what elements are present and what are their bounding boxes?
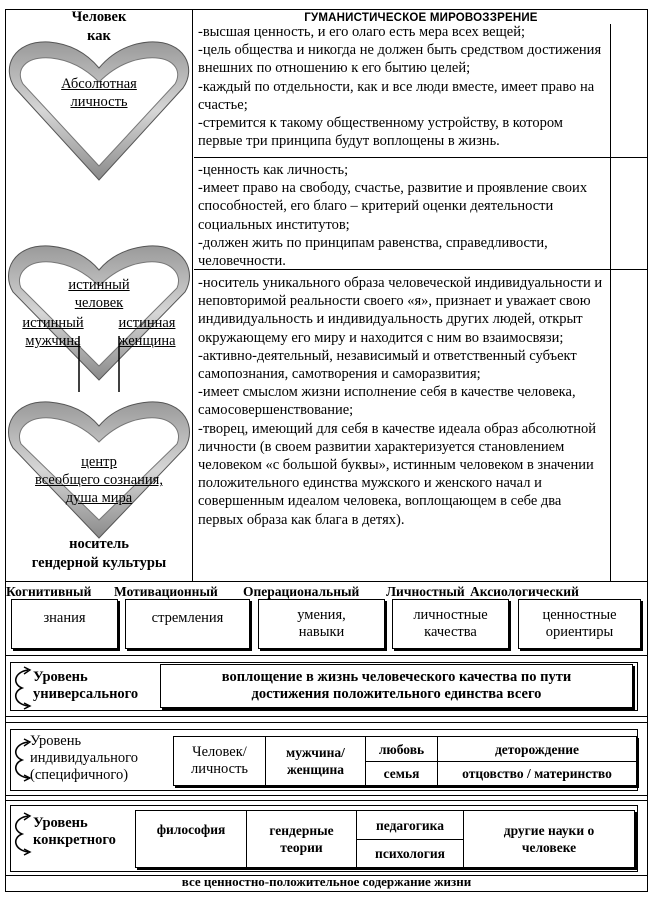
left-title-line2: как [87,28,111,44]
heart3-line3: душа мира [65,490,133,507]
bottom-caption [5,535,193,573]
level-concrete-label: Уровень конкретного [33,815,116,848]
cell-other-sciences: другие науки о человеке [463,810,635,868]
female-line2: женщина [118,333,176,350]
footer-text: все ценностно-положительное содержание жизни [181,874,472,889]
cell-gender-theories: гендерные теории [246,810,357,868]
row-divider-1 [194,157,648,158]
cell-family: семья [365,761,438,786]
principles-paragraph-3: -носитель уникального образа человеческой индивидуальности и неповторимой реальности своего «я», признает и уважает свою индивидуальность и индивидуальность других людей, открыт окружающему его миру и находится с ним во взаимосвязи; -активно-деятельный, независимый и ответственный субъект самопознания, самотворения и саморазвития; -имеет смыслом жизни исполнение себя в качестве человека, самосовершенствование; -творец, имеющий для себя в качестве идеала образ абсолютной личности (в своем развитии характеризуется становлением человеком «с большой буквы», истинным человеком в значении положительного единства мужского и женского начал и совершенным идеалом человека, воплощающем в себе два первых образа как блага в детях). [198,275,603,528]
heart3-line1: центр [81,454,117,470]
cell-parenthood: отцовство / материнство [437,761,637,786]
heart3-caption [5,453,193,508]
principles-paragraph-2: -ценность как личность; -имеет право на свободу, счастье, развитие и проявление своих способностей, его благо – критерий оценки деятельности социальных институтов; -должен жить по принципам равенства, справедливости, человечности. [198,162,588,270]
level-universal-label: Уровень универсального [33,669,139,702]
component-box-skills: умения, навыки [258,599,385,649]
cell-psychology: психология [356,839,464,868]
cell-human-personality: Человек/ личность [173,736,266,786]
bottom-line1: носитель [69,536,129,552]
male-caption [5,314,101,350]
principles-paragraph-1: -высшая ценность, и его олаго есть мера всех вещей; -цель общества и никогда не должен быть средством достижения внешних по отношению к его бытию целей; -каждый по отдельности, как и все люди вместе, имеет право на счастье; -стремится к такому общественному устройству, в котором первые три принципа будут воплощены в жизнь. [198,24,602,150]
cell-childbirth: деторождение [437,736,637,762]
heart3-line2: всеобщего сознания, [35,472,163,489]
female-line1: истинная [118,315,176,331]
right-column-divider [610,24,611,581]
heart2-caption [5,276,193,312]
male-line2: мужчина [25,333,81,350]
component-box-qualities: личностные качества [392,599,509,649]
component-box-knowledge: знания [11,599,118,649]
female-caption [101,314,193,350]
level-universal-text: воплощение в жизнь человеческого качества по пути достижения положительного единства всего [160,664,633,708]
component-label-operational: Операциональный [243,584,360,599]
heart2-line2: человек [74,295,124,312]
heart2-line1: истинный [68,277,130,293]
heart1-line2: личность [70,94,128,111]
male-line1: истинный [22,315,84,331]
heart-icon-true-human [9,246,190,380]
component-label-motivational: Мотивационный [114,584,218,599]
heart1-line1: Абсолютная [61,76,137,92]
component-label-axiological: Аксиологический [470,584,579,599]
cell-love: любовь [365,736,438,762]
level-individual-label: Уровень индивидуального (специфичного) [30,733,138,783]
component-label-cognitive: Когнитивный [6,584,92,599]
cell-pedagogy: педагогика [356,810,464,840]
worldview-header: ГУМАНИСТИЧЕСКОЕ МИРОВОЗЗРЕНИЕ [304,12,538,24]
heart1-caption [5,75,193,111]
component-box-aspirations: стремления [125,599,250,649]
component-box-values: ценностные ориентиры [518,599,641,649]
cell-man-woman: мужчина/ женщина [265,736,366,786]
components-divider [5,581,648,582]
bottom-line2: гендерной культуры [31,555,167,571]
left-title-line1: Человек [71,9,127,25]
component-label-personal: Личностный [386,584,465,599]
cell-philosophy: философия [135,810,247,868]
